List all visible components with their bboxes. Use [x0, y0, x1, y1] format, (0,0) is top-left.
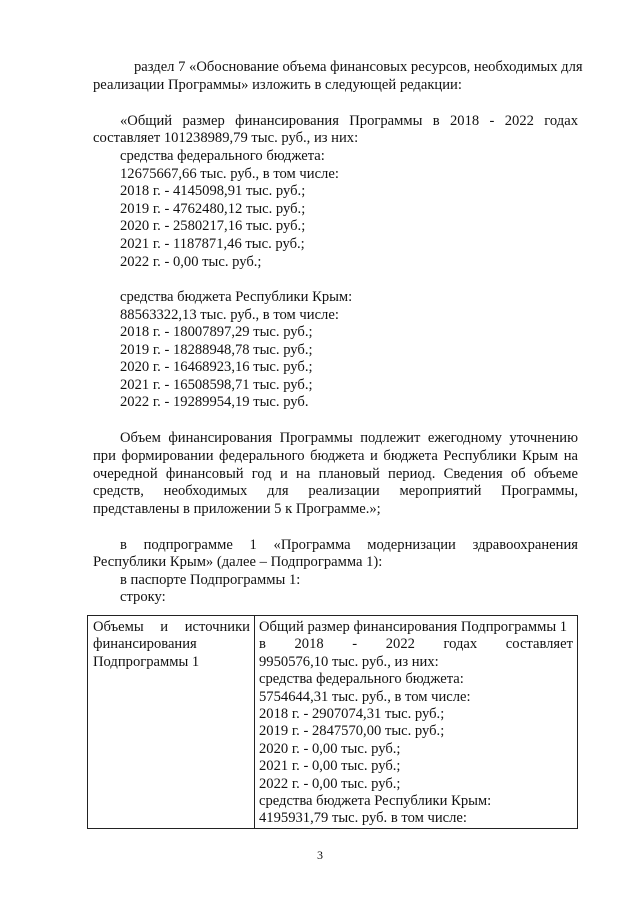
crimea-year-2018: 2018 г. - 18007897,29 тыс. руб.; — [120, 324, 313, 340]
table-cell-value — [255, 616, 578, 829]
financing-table — [87, 615, 578, 829]
table-value-line-7: 2019 г. - 2847570,00 тыс. руб.; — [259, 723, 445, 740]
table-label-line-3: Подпрограммы 1 — [93, 653, 200, 670]
crimea-total: 88563322,13 тыс. руб., в том числе: — [120, 307, 339, 323]
crimea-year-2022: 2022 г. - 19289954,19 тыс. руб. — [120, 394, 309, 410]
subprogram-line-2: Республики Крым» (далее – Подпрограмма 1): — [93, 554, 383, 570]
subprogram-line-1: в подпрограмме 1 «Программа модернизации здравоохранения — [120, 537, 578, 553]
table-value-line-5: 5754644,31 тыс. руб., в том числе: — [259, 688, 471, 705]
annual-paragraph-line-3: очередной финансовый год и на плановый период. Сведения об объеме — [93, 466, 578, 482]
table-value-line-12: 4195931,79 тыс. руб. в том числе: — [259, 810, 467, 827]
federal-year-2019: 2019 г. - 4762480,12 тыс. руб.; — [120, 201, 306, 217]
table-value-line-6: 2018 г. - 2907074,31 тыс. руб.; — [259, 706, 445, 723]
annual-paragraph-line-5: представлены в приложении 5 к Программе.»; — [93, 501, 381, 517]
table-value-line-11: средства бюджета Республики Крым: — [259, 793, 492, 810]
table-label-line-1: Объемы и источники — [93, 619, 250, 635]
federal-heading: средства федерального бюджета: — [120, 148, 325, 164]
table-value-line-1: Общий размер финансирования Подпрограммы 1 — [259, 619, 568, 635]
crimea-year-2020: 2020 г. - 16468923,16 тыс. руб.; — [120, 359, 313, 375]
crimea-year-2021: 2021 г. - 16508598,71 тыс. руб.; — [120, 377, 313, 393]
table-value-line-8: 2020 г. - 0,00 тыс. руб.; — [259, 740, 401, 757]
table-row — [88, 616, 578, 829]
quote-intro-line-2: составляет 101238989,79 тыс. руб., из них: — [93, 130, 359, 146]
crimea-heading: средства бюджета Республики Крым: — [120, 289, 353, 305]
table-label-line-2: финансирования — [93, 636, 197, 653]
federal-year-2022: 2022 г. - 0,00 тыс. руб.; — [120, 254, 262, 270]
annual-paragraph-line-4: средств, необходимых для реализации мероприятий Программы, — [93, 483, 578, 499]
federal-year-2020: 2020 г. - 2580217,16 тыс. руб.; — [120, 218, 306, 234]
subprogram-line-4: строку: — [120, 589, 166, 605]
subprogram-line-3: в паспорте Подпрограммы 1: — [120, 572, 301, 588]
crimea-year-2019: 2019 г. - 18288948,78 тыс. руб.; — [120, 342, 313, 358]
table-cell-label — [88, 616, 255, 829]
federal-year-2018: 2018 г. - 4145098,91 тыс. руб.; — [120, 183, 306, 199]
annual-paragraph-line-2: при формировании федерального бюджета и бюджета Республики Крым на — [93, 448, 578, 464]
quote-intro-line-1: «Общий размер финансирования Программы в 2018 - 2022 годах — [120, 113, 578, 129]
table-value-line-9: 2021 г. - 0,00 тыс. руб.; — [259, 758, 401, 775]
section-intro-line-2: реализации Программы» изложить в следующей редакции: — [93, 77, 462, 93]
section-intro-line-1: раздел 7 «Обоснование объема финансовых ресурсов, необходимых для — [134, 59, 583, 75]
table-value-line-10: 2022 г. - 0,00 тыс. руб.; — [259, 775, 401, 792]
table-value-line-4: средства федерального бюджета: — [259, 671, 464, 688]
table-value-line-3: 9950576,10 тыс. руб., из них: — [259, 653, 439, 670]
table-value-line-2: в 2018 - 2022 годах составляет — [259, 636, 573, 653]
annual-paragraph-line-1: Объем финансирования Программы подлежит ежегодному уточнению — [120, 430, 578, 446]
page-number: 3 — [317, 848, 323, 862]
federal-year-2021: 2021 г. - 1187871,46 тыс. руб.; — [120, 236, 305, 252]
federal-total: 12675667,66 тыс. руб., в том числе: — [120, 166, 339, 182]
